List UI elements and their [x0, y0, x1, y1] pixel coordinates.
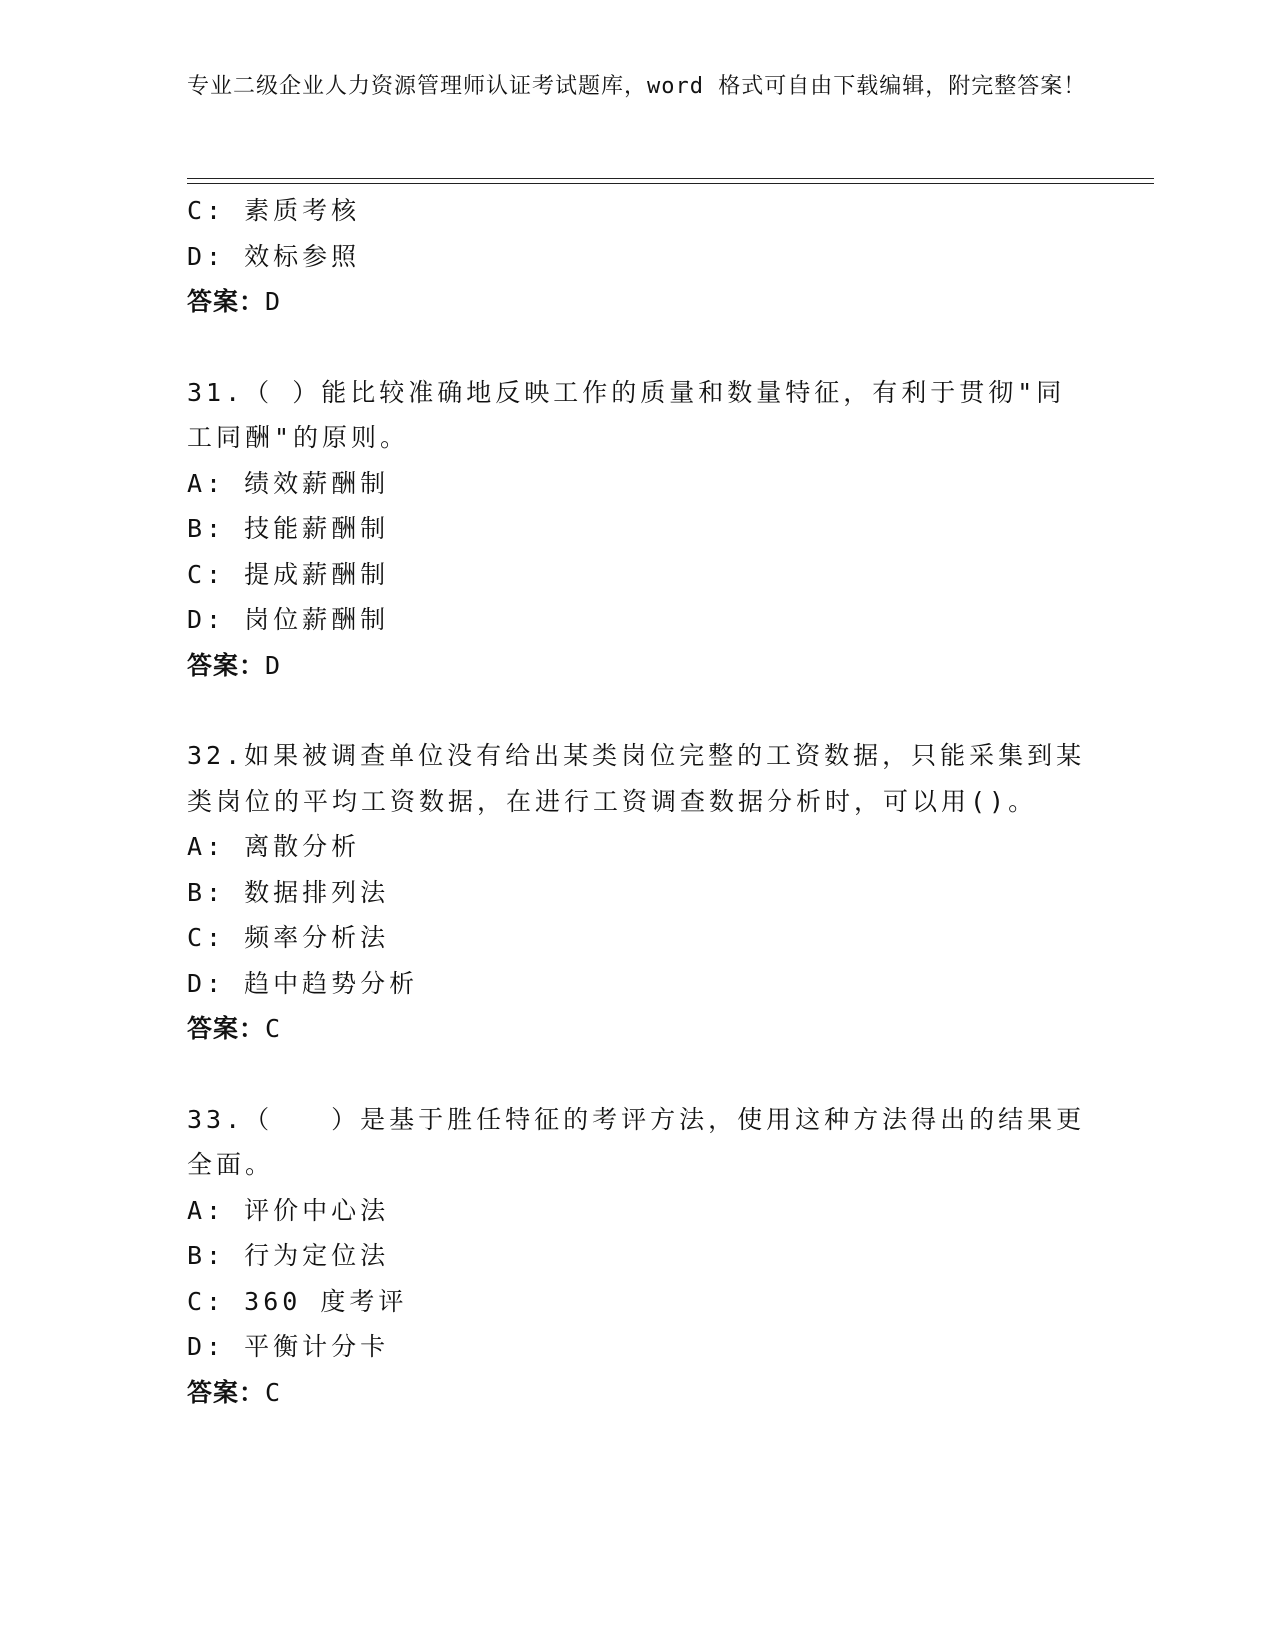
option-d: D: 效标参照: [187, 241, 361, 271]
answer-value: C: [265, 1014, 282, 1043]
answer-label: 答案：: [187, 287, 266, 316]
answer-value: C: [265, 1377, 282, 1407]
answer-line: [187, 643, 1087, 689]
option-c: C: 360 度考评: [187, 1286, 408, 1316]
header-rule-top: [187, 178, 1154, 179]
question-31: [187, 370, 1087, 689]
option-b: B: 行为定位法: [187, 1241, 390, 1270]
question-text: 32.如果被调查单位没有给出某类岗位完整的工资数据，只能采集到某类岗位的平均工资数据，在进行工资调查数据分析时，可以用()。: [187, 741, 1086, 816]
option-b: B: 技能薪酬制: [187, 514, 390, 543]
answer-label: 答案：: [187, 650, 266, 680]
option-d: D: 岗位薪酬制: [187, 605, 390, 634]
question-33: [187, 1097, 1087, 1416]
spacer: [187, 325, 1087, 370]
answer-line: [187, 279, 1087, 325]
answer-value: D: [265, 650, 282, 680]
option-a: A: 离散分析: [187, 832, 361, 861]
option-c: C: 频率分析法: [187, 923, 390, 952]
option-c: C: 提成薪酬制: [187, 559, 390, 589]
option-b: B: 数据排列法: [187, 877, 390, 907]
question-text: 33.（ ）是基于胜任特征的考评方法，使用这种方法得出的结果更全面。: [187, 1104, 1086, 1179]
header-rule-bottom: [187, 183, 1154, 184]
answer-line: [187, 1370, 1087, 1416]
option-a: A: 绩效薪酬制: [187, 468, 390, 498]
option-d: D: 平衡计分卡: [187, 1332, 390, 1361]
question-text: 31.（ ）能比较准确地反映工作的质量和数量特征，有利于贯彻"同工同酬"的原则。: [187, 377, 1066, 452]
spacer: [187, 1052, 1087, 1097]
spacer: [187, 688, 1087, 733]
previous-question-tail: [187, 188, 1087, 325]
document-body: [187, 188, 1087, 1415]
question-32: [187, 733, 1087, 1052]
answer-label: 答案：: [187, 1377, 266, 1407]
page-header: 专业二级企业人力资源管理师认证考试题库，word 格式可自由下载编辑，附完整答案！: [187, 74, 1087, 99]
option-a: A: 评价中心法: [187, 1195, 390, 1225]
answer-value: D: [265, 287, 282, 316]
answer-line: [187, 1006, 1087, 1052]
option-d: D: 趋中趋势分析: [187, 968, 419, 998]
answer-label: 答案：: [187, 1014, 266, 1043]
option-c: C: 素质考核: [187, 196, 361, 225]
